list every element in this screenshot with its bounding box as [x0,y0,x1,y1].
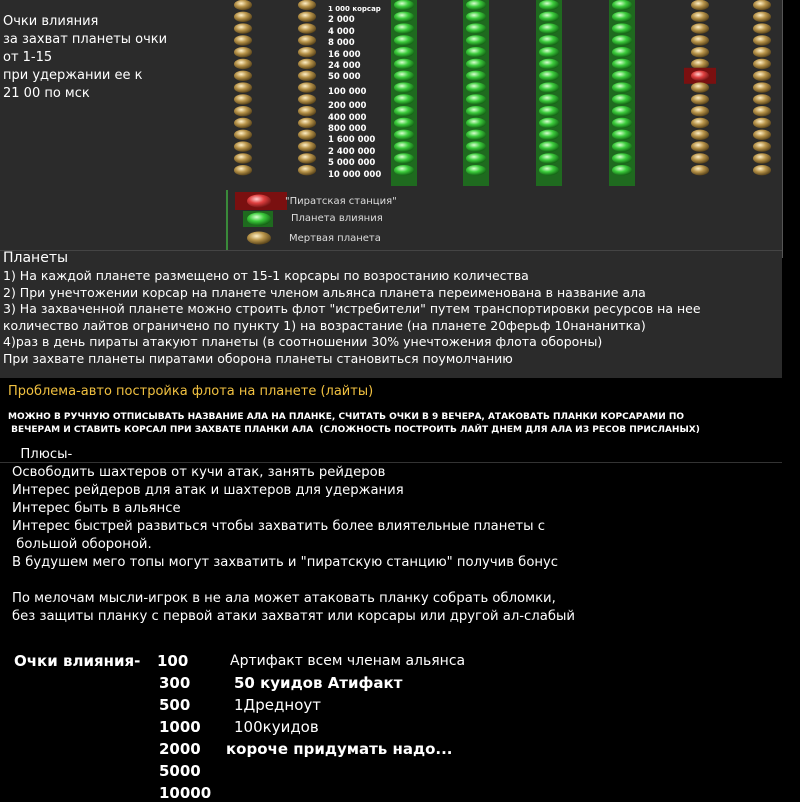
influence-planet [612,130,632,140]
planets-title: Планеты [3,250,69,266]
dead-planet [691,0,709,10]
dead-planet [753,0,771,10]
legend-influence-planet-label: Планета влияния [291,213,383,224]
influence-planet [466,106,486,116]
influence-planet [539,71,559,81]
rule-line: 1) На каждой планете размещено от 15-1 корсары по возростанию количества [3,268,529,283]
reward-points: 100 [157,652,189,670]
planets-rules [3,268,701,368]
note-line: от 1-15 [3,50,53,65]
influence-planet [539,153,559,163]
influence-planet [394,71,414,81]
dead-planet [753,82,771,92]
corsair-count: 2 400 000 [328,146,376,157]
dead-planet [298,0,316,10]
dead-planet [298,94,316,104]
corsair-count: 100 000 [328,86,367,97]
influence-planet [612,47,632,57]
influence-planet [612,118,632,128]
dead-planet [753,35,771,45]
influence-planet [466,82,486,92]
influence-planet [612,106,632,116]
influence-planet [394,12,414,22]
dead-planet [234,141,252,151]
pros-line: Интерес быстрей развиться чтобы захватить более влиятельные планеты с [12,519,545,534]
corsair-count: 4 000 [328,26,355,37]
rule-line: 4)раз в день пираты атакуют планеты (в соотношении 30% унечтожения флота обороны) [3,334,603,350]
dead-planet [691,153,709,163]
rule-line: 3) На захваченной планете можно строить флот "истребители" путем транспортировки ресурсов на нее [3,301,701,317]
influence-planet [466,71,486,81]
influence-planet [394,0,414,10]
pros-section [12,446,575,626]
influence-planet [394,23,414,33]
dead-planet [691,94,709,104]
influence-note [3,13,213,103]
influence-planet [539,106,559,116]
reward-text: 1Дредноут [234,696,321,714]
dead-planet [298,47,316,57]
dead-planet [298,12,316,22]
influence-planet [394,165,414,175]
corsair-count: 8 000 [328,38,355,49]
dead-planet [298,23,316,33]
pros-line [12,572,575,590]
pirate-station [691,71,709,81]
dead-planet [753,12,771,22]
dead-planet [753,23,771,33]
influence-planet [466,23,486,33]
dead-planet [691,118,709,128]
reward-points: 1000 [159,718,201,736]
note-line: Очки влияния [3,14,99,29]
legend-dead-planet-label: Мертвая планета [289,233,381,244]
dead-planet [234,94,252,104]
reward-points: 500 [159,696,191,714]
influence-planet [539,0,559,10]
influence-planet [394,35,414,45]
dead-planet [691,130,709,140]
corsair-count: 5 000 000 [328,158,376,169]
influence-planet [466,153,486,163]
dead-planet [691,35,709,45]
rule-line: количество лайтов ограничено по пункту 1) на возрастание (на планете 20ферьф 10нананитка) [3,317,646,333]
dead-planet [753,106,771,116]
influence-planet [466,0,486,10]
influence-planet [612,71,632,81]
influence-planet [466,12,486,22]
dead-planet [753,130,771,140]
influence-planet [466,130,486,140]
problem-line: ВЕЧЕРАМ И СТАВИТЬ КОРСАЛ ПРИ ЗАХВАТЕ ПЛАНКИ АЛА (СЛОЖНОСТЬ ПОСТРОИТЬ ЛАЙТ ДНЕМ ДЛЯ АЛА ИЗ РЕСОВ ПРИСЛАНЫХ) [8,425,700,435]
dead-planet [234,118,252,128]
reward-points: 10000 [159,784,212,802]
influence-planet [612,141,632,151]
corsair-count: 24 000 [328,61,361,72]
note-line: при удержании ее к [3,68,143,83]
influence-planet [466,141,486,151]
pros-line: По мелочам мысли-игрок в не ала может атаковать планку собрать обломки, [12,591,556,606]
pros-line: Интерес быть в альянсе [12,501,181,516]
influence-planet [394,47,414,57]
influence-rewards [0,650,800,800]
influence-planet [539,82,559,92]
dead-planet [234,71,252,81]
dead-planet [753,59,771,69]
reward-text: короче придумать надо... [226,740,453,758]
corsair-count: 800 000 [328,124,367,135]
dead-planet [298,165,316,175]
influence-planet [612,0,632,10]
dead-planet [234,35,252,45]
problem-text [8,411,700,437]
corsair-count: 50 000 [328,72,361,83]
dead-planet [691,47,709,57]
problem-line: МОЖНО В РУЧНУЮ ОТПИСЫВАТЬ НАЗВАНИЕ АЛА НА ПЛАНКЕ, СЧИТАТЬ ОЧКИ В 9 ВЕЧЕРА, АТАКОВАТЬ ПЛАНКИ КОРСАРАМИ ПО [8,412,685,422]
influence-planet [612,82,632,92]
corsair-count: 1 600 000 [328,135,376,146]
dead-planet [753,118,771,128]
dead-planet [234,130,252,140]
dead-planet [298,118,316,128]
corsair-count: 400 000 [328,112,367,123]
dead-planet [298,71,316,81]
influence-planet [539,35,559,45]
dead-planet [298,82,316,92]
reward-text: Артифакт всем членам альянса [230,653,466,669]
dead-planet [234,47,252,57]
pros-line: большой обороной. [12,537,152,552]
dead-planet [691,141,709,151]
dead-planet [691,82,709,92]
dead-planet [234,12,252,22]
influence-planet [612,94,632,104]
dead-planet [234,165,252,175]
legend-green-marker [247,213,271,226]
influence-planet [394,153,414,163]
influence-planet [394,141,414,151]
influence-planet [539,94,559,104]
dead-planet [234,59,252,69]
rule-line: 2) При унечтожении корсар на планете членом альянса планета переименована в название ала [3,284,646,300]
dead-planet [753,153,771,163]
dead-planet [234,23,252,33]
dead-planet [691,59,709,69]
dead-planet [753,71,771,81]
pros-heading: Плюсы- [12,447,73,462]
legend-red-marker [247,195,271,208]
dead-planet [691,106,709,116]
influence-planet [539,165,559,175]
legend-pirate-station-label: "Пиратская станция" [285,196,397,207]
influence-planet [539,23,559,33]
reward-points: 2000 [159,740,201,758]
influence-planet [612,35,632,45]
influence-planet [539,141,559,151]
influence-planet [612,12,632,22]
dead-planet [234,82,252,92]
dead-planet [691,23,709,33]
influence-planet [394,82,414,92]
influence-planet [612,23,632,33]
influence-planet [539,59,559,69]
dead-planet [298,130,316,140]
influence-planet [466,59,486,69]
dead-planet [234,153,252,163]
note-line: за захват планеты очки [3,32,168,47]
influence-planet [466,35,486,45]
influence-planet [394,94,414,104]
influence-planet [539,47,559,57]
pros-line: Интерес рейдеров для атак и шахтеров для удержания [12,483,404,498]
corsair-count: 2 000 [328,15,355,26]
dead-planet [298,59,316,69]
planet-map [215,0,782,258]
reward-text: 100куидов [234,718,319,736]
influence-planet [466,165,486,175]
influence-planet [539,130,559,140]
corsair-count: 200 000 [328,101,367,112]
note-line: 21 00 по мск [3,86,90,101]
influence-planet [394,106,414,116]
dead-planet [691,12,709,22]
pros-line: Освободить шахтеров от кучи атак, занять рейдеров [12,465,386,480]
rule-line: При захвате планеты пиратами оборона планеты становиться поумолчанию [3,350,513,366]
rewards-heading: Очки влияния- [14,652,141,670]
influence-planet [466,118,486,128]
reward-text: 50 куидов Атифакт [234,674,403,692]
dead-planet [298,141,316,151]
planets-panel [0,250,782,380]
influence-planet [394,59,414,69]
dead-planet [234,106,252,116]
dead-planet [753,165,771,175]
influence-planet [466,94,486,104]
influence-planet [612,153,632,163]
corsair-count: 10 000 000 [328,169,382,180]
dead-planet [753,47,771,57]
corsair-scale [328,4,381,181]
dead-planet [298,153,316,163]
influence-planet [612,59,632,69]
corsair-count: 1 000 корсар [328,5,381,13]
reward-points: 300 [159,674,191,692]
dead-planet [298,106,316,116]
influence-planet [466,47,486,57]
dead-planet [753,94,771,104]
influence-planet [394,118,414,128]
reward-points: 5000 [159,762,201,780]
dead-planet [234,0,252,10]
dead-planet [753,141,771,151]
problem-title: Проблема-авто постройка флота на планете (лайты) [8,384,374,399]
dead-planet [691,165,709,175]
influence-planet [539,118,559,128]
corsair-count: 16 000 [328,49,361,60]
influence-planet [394,130,414,140]
legend-gold-marker [247,232,271,245]
influence-planet [612,165,632,175]
influence-planet [539,12,559,22]
pros-line: без защиты планку с первой атаки захватят или корсары или другой ал-слабый [12,609,575,624]
pros-line: В будушем мего топы могут захватить и "пиратскую станцию" получив бонус [12,555,559,570]
dead-planet [298,35,316,45]
